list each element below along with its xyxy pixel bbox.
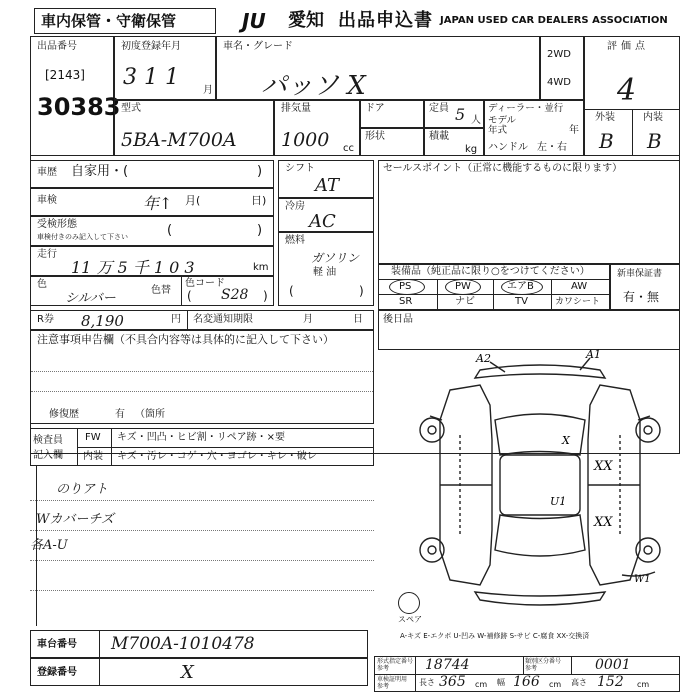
spare-label: スペア [398,615,422,624]
first-registration-cell: 初度登録年月 3 1 1 月 [114,36,216,100]
diag-a2: A2 [476,352,491,365]
rating-cell: 評価点 4 外装 内装 B B [584,36,680,156]
after-items-cell: 後日品 [378,310,680,350]
shift-cell: シフト AT [278,160,374,198]
load-cell: 積載 kg [424,128,484,156]
first-registration-value: 3 1 1 [123,65,179,90]
equipment-airbag: エアB [507,281,534,292]
chassis-number: M700A-1010478 [111,634,255,654]
lot-label: 出品番号 [37,41,77,52]
chassis-row: 車台番号 M700A-1010478 [30,630,368,658]
fuel-cell: 燃料 ガソリン 軽 油 ( ) [278,232,374,306]
inspection-cell: 車検 年↑ 月( 日) [30,188,274,216]
registration-row: 登録番号 X [30,658,368,686]
car-name-cell: 車名・グレード パッソ X [216,36,540,100]
recycle-cell: R券 8,190 円 名変通知期限 月 日 [30,310,374,330]
category-number: 0001 [595,657,631,673]
lot-number: 30383 [37,93,121,121]
model-cell: 型式 5BA-M700A [114,100,274,156]
equipment-tv: TV [515,296,528,307]
displacement-cell: 排気量 1000 cc [274,100,360,156]
notes-cell: 注意事項申告欄（不具合内容等は具体的に記入して下さい） 修復歴 有 （箇所 [30,330,374,424]
dealer-cell: ディーラー・並行 モデル 年式 年 ハンドル 左・右 [484,100,584,156]
color-cell: 色 シルバー 色替 色コード ( S28 ) [30,276,274,306]
shift-value: AT [315,175,340,196]
exterior-grade: B [599,129,614,153]
drive-cell: 2WD 4WD [540,36,584,100]
lot-box [30,36,121,156]
inspector-note-1: のりアト [56,482,109,497]
recycle-value: 8,190 [81,312,124,330]
warranty-cell: 新車保証書 有・無 [610,264,680,310]
car-damage-diagram [400,350,680,620]
history-cell: 車歴 自家用・( ) [30,160,274,188]
aircon-value: AC [309,211,336,232]
doors-cell: ドア [360,100,424,128]
spare-tire-icon [398,592,420,614]
inspector-notes-area [30,466,374,626]
interior-grade: B [647,129,662,153]
rating-value: 4 [617,73,637,108]
storage-badge: 車内保管・守衛保管 [34,8,216,34]
diag-x: X [562,434,570,447]
airbag-circle [501,279,543,295]
form-title: 出品申込書 [338,10,433,31]
diag-w1: W1 [634,574,651,585]
reception-cell: 受検形態 車検付きのみ記入して下さい ( ) [30,216,274,246]
equipment-cell: 装備品（純正品に限り○をつけてください） PS PW エアB AW SR ナビ TV カワシート [378,264,610,310]
ps-circle [389,279,425,295]
diag-a1: A1 [586,348,601,361]
diag-xx-2: XX [594,515,613,530]
inspector-note-2: Wカバーチズ [36,512,114,527]
mileage-cell: 走行 11 万 5 千 1 0 3 km [30,246,274,276]
aircon-cell: 冷房 AC [278,198,374,232]
sales-point-cell: セールスポイント（正常に機能するものに限ります） [378,160,680,264]
equipment-sr: SR [399,296,413,307]
displacement-value: 1000 [281,129,330,151]
equipment-pw: PW [455,281,471,292]
fuel-value: ガソリン [311,251,360,265]
equipment-ps: PS [399,281,412,292]
spec-table: 形式指定番号 参考 18744 類別区分番号 参考 0001 車検証明用 参考 長さ 365 cm 幅 166 cm 高さ 152 cm [374,656,680,692]
car-name-value: パッソ X [261,71,366,101]
shape-cell: 形状 [360,128,424,156]
ju-logo: JU [242,9,266,33]
diag-xx-1: XX [594,459,613,474]
lot-small-number: [2143] [45,68,85,82]
equipment-aw: AW [571,281,588,292]
logo-text: 愛知 [288,10,324,31]
type-number: 18744 [425,657,470,673]
association-name: JAPAN USED CAR DEALERS ASSOCIATION [440,15,668,26]
equipment-seat: カワシート [555,297,601,307]
pw-circle [445,279,481,295]
capacity-cell: 定員 5 人 [424,100,484,128]
damage-legend: A-キズ E-エクボ U-凹み W-補修跡 S-サビ C-腐食 XX-交換済 [400,632,590,640]
mileage-value: 11 万 5 千 1 0 3 [71,258,195,277]
model-value: 5BA-M700A [121,129,237,151]
inspector-cell: 検査員 記入欄 FW キズ・凹凸・ヒビ割・リペア跡・×要 内装 キズ・汚レ・コゲ・穴・ヨゴレ・キレ・破レ [30,428,374,466]
equipment-navi: ナビ [455,296,475,307]
color-value: シルバー [65,291,116,306]
diag-u1: U1 [550,495,567,508]
inspector-note-3: 各A-U [30,538,68,553]
